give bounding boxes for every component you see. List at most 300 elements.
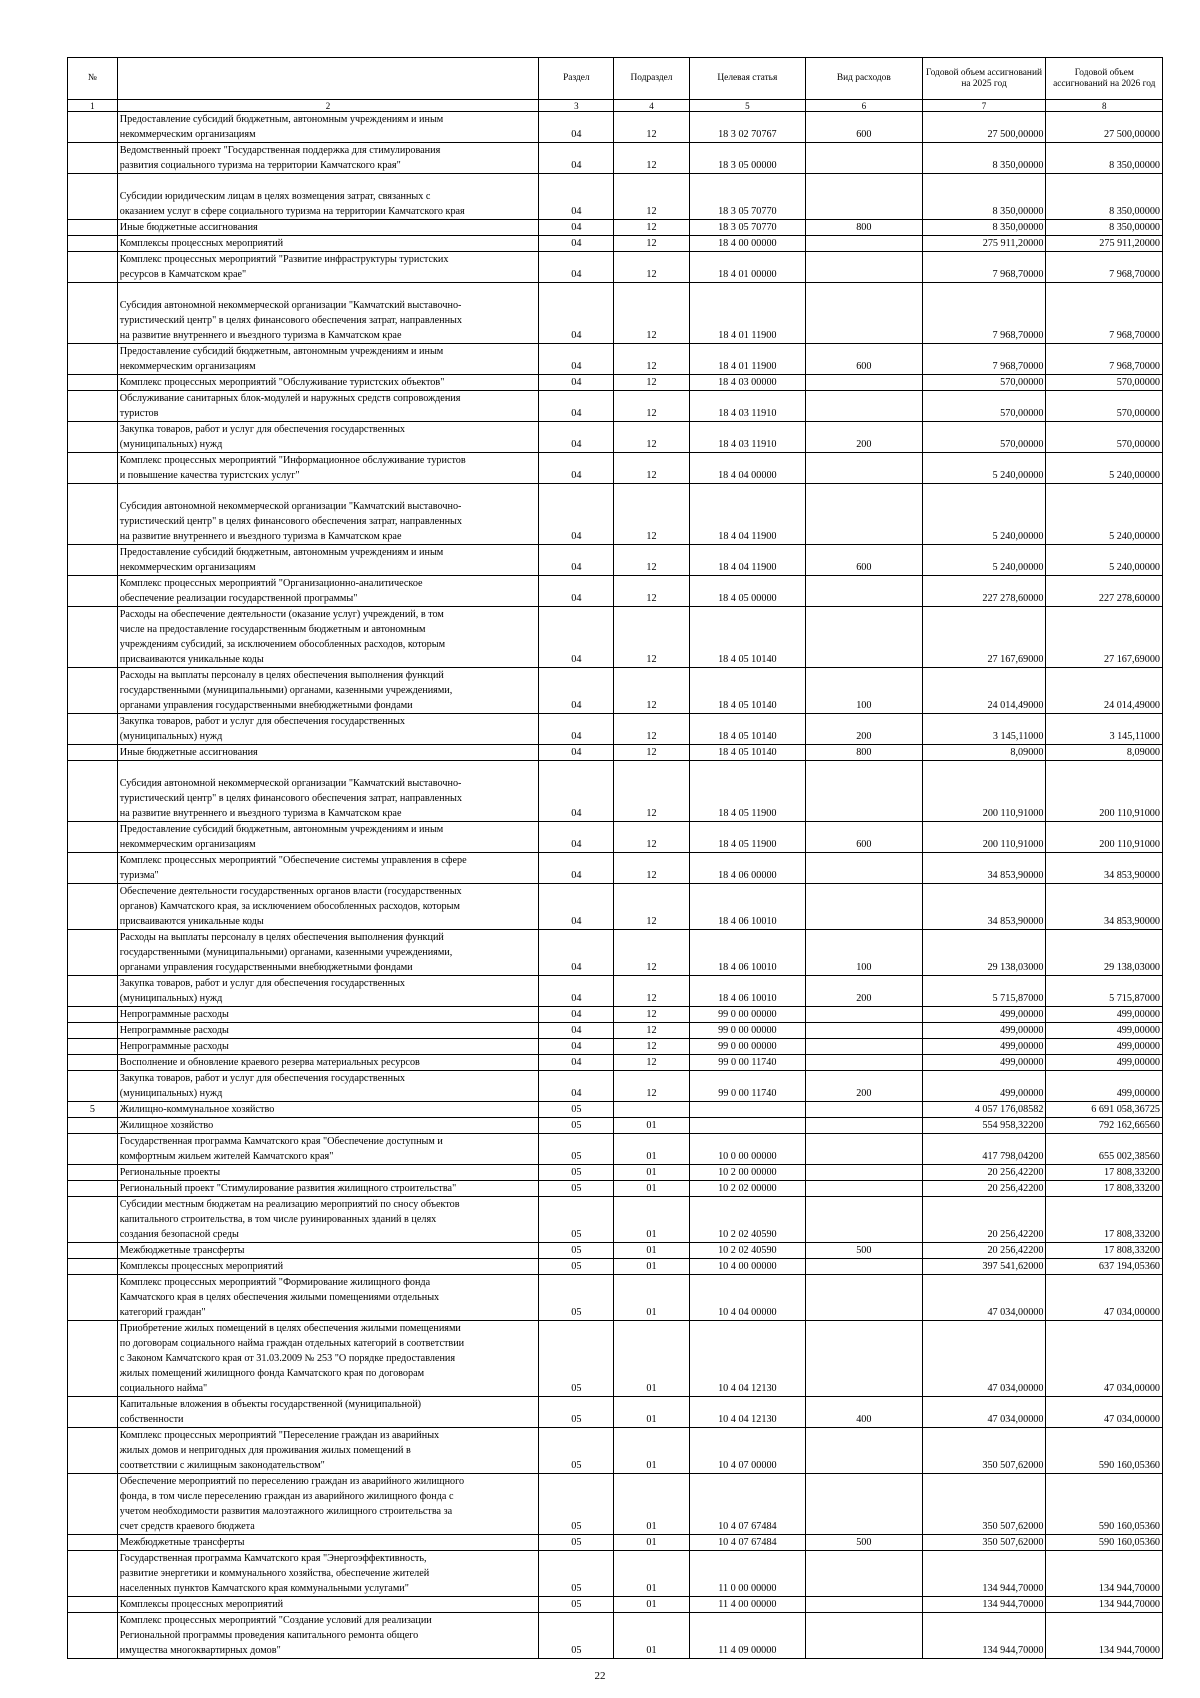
section-code: 04 (539, 576, 614, 607)
row-name: Субсидии местным бюджетам на реализацию мероприятий по сносу объектов капитального строительства, в том числе руинированных зданий в целях создания безопасной среды (117, 1197, 538, 1243)
table-row (68, 1102, 1163, 1118)
header-amount-2025: Годовой объем ассигнований на 2025 год (922, 58, 1046, 100)
row-number (68, 344, 118, 375)
row-number (68, 236, 118, 252)
row-name: Иные бюджетные ассигнования (117, 745, 538, 761)
row-name: Расходы на выплаты персоналу в целях обеспечения выполнения функций государственными (муниципальными) органами, казенными учреждениями, органами управления государственными внебюджетными фондами (117, 668, 538, 714)
amount-2026: 792 162,66560 (1046, 1118, 1163, 1134)
amount-2025: 397 541,62000 (922, 1259, 1046, 1275)
target-article: 10 4 07 00000 (689, 1428, 805, 1474)
target-article (689, 1118, 805, 1134)
amount-2025: 227 278,60000 (922, 576, 1046, 607)
row-name: Жилищно-коммунальное хозяйство (117, 1102, 538, 1118)
expense-type: 200 (806, 714, 922, 745)
row-number (68, 143, 118, 174)
column-number: 5 (689, 100, 805, 112)
amount-2025: 34 853,90000 (922, 853, 1046, 884)
row-name: Приобретение жилых помещений в целях обеспечения жилыми помещениями по договорам социального найма граждан отдельных категорий в соответствии с Законом Камчатского края от 31.03.2009 № 253 "О порядке предоставления жилых помещений жилищного фонда Камчатского края по договорам социального найма" (117, 1321, 538, 1397)
expense-type (806, 1055, 922, 1071)
amount-2026: 34 853,90000 (1046, 884, 1163, 930)
amount-2025: 7 968,70000 (922, 283, 1046, 344)
row-number (68, 174, 118, 220)
expense-type (806, 453, 922, 484)
section-code: 04 (539, 174, 614, 220)
subsection-code: 01 (614, 1197, 689, 1243)
section-code: 04 (539, 283, 614, 344)
table-row (68, 1055, 1163, 1071)
target-article: 18 4 04 00000 (689, 453, 805, 484)
amount-2026: 570,00000 (1046, 422, 1163, 453)
table-row (68, 822, 1163, 853)
amount-2026: 499,00000 (1046, 1007, 1163, 1023)
section-code: 05 (539, 1613, 614, 1659)
table-row (68, 174, 1163, 220)
target-article: 10 2 02 00000 (689, 1181, 805, 1197)
row-name: Непрограммные расходы (117, 1023, 538, 1039)
row-number (68, 1071, 118, 1102)
subsection-code: 12 (614, 853, 689, 884)
row-name: Комплекс процессных мероприятий "Обеспечение системы управления в сфере туризма" (117, 853, 538, 884)
column-number: 3 (539, 100, 614, 112)
row-number (68, 1197, 118, 1243)
amount-2026: 6 691 058,36725 (1046, 1102, 1163, 1118)
amount-2026: 47 034,00000 (1046, 1275, 1163, 1321)
subsection-code: 01 (614, 1181, 689, 1197)
table-row (68, 761, 1163, 822)
amount-2025: 47 034,00000 (922, 1397, 1046, 1428)
amount-2026: 499,00000 (1046, 1023, 1163, 1039)
table-row (68, 1039, 1163, 1055)
amount-2026: 134 944,70000 (1046, 1551, 1163, 1597)
row-name: Региональный проект "Стимулирование развития жилищного строительства" (117, 1181, 538, 1197)
amount-2026: 637 194,05360 (1046, 1259, 1163, 1275)
table-row (68, 1397, 1163, 1428)
section-code: 04 (539, 1055, 614, 1071)
row-number (68, 112, 118, 143)
target-article: 18 3 05 70770 (689, 174, 805, 220)
row-number (68, 1007, 118, 1023)
expense-type (806, 1102, 922, 1118)
row-number (68, 1613, 118, 1659)
amount-2025: 350 507,62000 (922, 1474, 1046, 1535)
expense-type (806, 1613, 922, 1659)
table-row (68, 1197, 1163, 1243)
row-number (68, 375, 118, 391)
row-number (68, 283, 118, 344)
subsection-code: 01 (614, 1275, 689, 1321)
amount-2025: 20 256,42200 (922, 1243, 1046, 1259)
subsection-code: 12 (614, 252, 689, 283)
section-code: 04 (539, 344, 614, 375)
row-name: Закупка товаров, работ и услуг для обеспечения государственных (муниципальных) нужд (117, 714, 538, 745)
section-code: 05 (539, 1102, 614, 1118)
subsection-code: 01 (614, 1613, 689, 1659)
amount-2026: 47 034,00000 (1046, 1321, 1163, 1397)
subsection-code: 01 (614, 1597, 689, 1613)
section-code: 05 (539, 1181, 614, 1197)
amount-2026: 17 808,33200 (1046, 1197, 1163, 1243)
header-section: Раздел (539, 58, 614, 100)
expense-type (806, 1428, 922, 1474)
row-name: Межбюджетные трансферты (117, 1243, 538, 1259)
target-article: 10 4 00 00000 (689, 1259, 805, 1275)
header-target-article: Целевая статья (689, 58, 805, 100)
amount-2026: 499,00000 (1046, 1071, 1163, 1102)
amount-2026: 227 278,60000 (1046, 576, 1163, 607)
subsection-code: 01 (614, 1134, 689, 1165)
row-number (68, 1474, 118, 1535)
target-article: 18 4 05 00000 (689, 576, 805, 607)
row-number (68, 1551, 118, 1597)
row-name: Капитальные вложения в объекты государственной (муниципальной) собственности (117, 1397, 538, 1428)
section-code: 04 (539, 391, 614, 422)
target-article: 10 4 04 00000 (689, 1275, 805, 1321)
expense-type (806, 252, 922, 283)
amount-2026: 200 110,91000 (1046, 761, 1163, 822)
target-article: 10 2 02 40590 (689, 1197, 805, 1243)
amount-2026: 47 034,00000 (1046, 1397, 1163, 1428)
subsection-code: 12 (614, 761, 689, 822)
amount-2025: 499,00000 (922, 1039, 1046, 1055)
expense-type: 600 (806, 545, 922, 576)
row-name: Межбюджетные трансферты (117, 1535, 538, 1551)
expense-type: 200 (806, 1071, 922, 1102)
subsection-code: 01 (614, 1474, 689, 1535)
expense-type (806, 1474, 922, 1535)
amount-2025: 4 057 176,08582 (922, 1102, 1046, 1118)
table-row (68, 1474, 1163, 1535)
subsection-code: 12 (614, 1071, 689, 1102)
amount-2025: 570,00000 (922, 375, 1046, 391)
amount-2025: 570,00000 (922, 391, 1046, 422)
row-name: Государственная программа Камчатского края "Энергоэффективность, развитие энергетики и коммунального хозяйства, обеспечение жителей населенных пунктов Камчатского края коммунальными услугами" (117, 1551, 538, 1597)
amount-2025: 8 350,00000 (922, 220, 1046, 236)
row-name: Непрограммные расходы (117, 1007, 538, 1023)
target-article: 10 2 02 40590 (689, 1243, 805, 1259)
header-number: № (68, 58, 118, 100)
section-code: 04 (539, 220, 614, 236)
row-number (68, 576, 118, 607)
subsection-code: 01 (614, 1321, 689, 1397)
section-code: 05 (539, 1259, 614, 1275)
amount-2026: 590 160,05360 (1046, 1535, 1163, 1551)
row-number (68, 884, 118, 930)
expense-type (806, 1165, 922, 1181)
amount-2026: 8 350,00000 (1046, 220, 1163, 236)
table-row (68, 1551, 1163, 1597)
amount-2025: 20 256,42200 (922, 1197, 1046, 1243)
target-article: 18 3 05 70770 (689, 220, 805, 236)
row-number (68, 853, 118, 884)
expense-type: 500 (806, 1535, 922, 1551)
subsection-code: 01 (614, 1243, 689, 1259)
amount-2026: 5 715,87000 (1046, 976, 1163, 1007)
column-number: 8 (1046, 100, 1163, 112)
amount-2025: 20 256,42200 (922, 1181, 1046, 1197)
table-row (68, 283, 1163, 344)
table-row (68, 220, 1163, 236)
header-subsection: Подраздел (614, 58, 689, 100)
row-number (68, 391, 118, 422)
section-code: 04 (539, 375, 614, 391)
expense-type (806, 1007, 922, 1023)
target-article: 99 0 00 11740 (689, 1055, 805, 1071)
row-number (68, 822, 118, 853)
expense-type (806, 1259, 922, 1275)
target-article: 18 4 05 10140 (689, 745, 805, 761)
amount-2025: 134 944,70000 (922, 1551, 1046, 1597)
expense-type (806, 143, 922, 174)
amount-2025: 275 911,20000 (922, 236, 1046, 252)
expense-type: 800 (806, 220, 922, 236)
section-code: 05 (539, 1134, 614, 1165)
row-name: Жилищное хозяйство (117, 1118, 538, 1134)
row-number (68, 1134, 118, 1165)
row-number (68, 1275, 118, 1321)
target-article: 18 4 01 11900 (689, 283, 805, 344)
section-code: 04 (539, 930, 614, 976)
expense-type (806, 607, 922, 668)
table-row (68, 252, 1163, 283)
amount-2025: 27 500,00000 (922, 112, 1046, 143)
expense-type (806, 391, 922, 422)
section-code: 05 (539, 1474, 614, 1535)
expense-type (806, 283, 922, 344)
amount-2025: 499,00000 (922, 1023, 1046, 1039)
expense-type (806, 853, 922, 884)
row-number (68, 252, 118, 283)
row-name: Комплекс процессных мероприятий "Формирование жилищного фонда Камчатского края в целях обеспечения жилыми помещениями отдельных категорий граждан" (117, 1275, 538, 1321)
subsection-code: 01 (614, 1428, 689, 1474)
subsection-code: 01 (614, 1118, 689, 1134)
row-name: Предоставление субсидий бюджетным, автономным учреждениям и иным некоммерческим организациям (117, 545, 538, 576)
amount-2025: 7 968,70000 (922, 344, 1046, 375)
section-code: 05 (539, 1597, 614, 1613)
target-article: 10 4 07 67484 (689, 1474, 805, 1535)
row-number (68, 1243, 118, 1259)
section-code: 04 (539, 252, 614, 283)
table-row (68, 375, 1163, 391)
expense-type: 500 (806, 1243, 922, 1259)
subsection-code: 12 (614, 236, 689, 252)
target-article: 18 4 05 10140 (689, 714, 805, 745)
target-article: 18 4 04 11900 (689, 484, 805, 545)
table-row (68, 1613, 1163, 1659)
target-article (689, 1102, 805, 1118)
expense-type: 400 (806, 1397, 922, 1428)
subsection-code: 01 (614, 1535, 689, 1551)
subsection-code: 01 (614, 1165, 689, 1181)
row-name: Закупка товаров, работ и услуг для обеспечения государственных (муниципальных) нужд (117, 976, 538, 1007)
section-code: 04 (539, 453, 614, 484)
column-number: 2 (117, 100, 538, 112)
row-number (68, 1535, 118, 1551)
subsection-code: 12 (614, 375, 689, 391)
amount-2026: 499,00000 (1046, 1039, 1163, 1055)
amount-2026: 7 968,70000 (1046, 344, 1163, 375)
page-number: 22 (594, 1670, 606, 1682)
row-name: Комплексы процессных мероприятий (117, 1259, 538, 1275)
subsection-code: 12 (614, 607, 689, 668)
amount-2026: 200 110,91000 (1046, 822, 1163, 853)
subsection-code: 12 (614, 174, 689, 220)
table-row (68, 1007, 1163, 1023)
amount-2025: 8 350,00000 (922, 174, 1046, 220)
subsection-code: 12 (614, 422, 689, 453)
section-code: 05 (539, 1551, 614, 1597)
table-row (68, 236, 1163, 252)
row-number (68, 1055, 118, 1071)
amount-2025: 200 110,91000 (922, 761, 1046, 822)
table-row (68, 1275, 1163, 1321)
amount-2025: 34 853,90000 (922, 884, 1046, 930)
expense-type (806, 1039, 922, 1055)
target-article: 18 4 06 10010 (689, 884, 805, 930)
amount-2026: 17 808,33200 (1046, 1243, 1163, 1259)
row-number (68, 745, 118, 761)
expense-type (806, 174, 922, 220)
amount-2026: 655 002,38560 (1046, 1134, 1163, 1165)
expense-type (806, 1321, 922, 1397)
amount-2025: 5 240,00000 (922, 484, 1046, 545)
subsection-code: 12 (614, 976, 689, 1007)
amount-2026: 7 968,70000 (1046, 283, 1163, 344)
subsection-code: 12 (614, 822, 689, 853)
target-article: 99 0 00 00000 (689, 1007, 805, 1023)
subsection-code (614, 1102, 689, 1118)
row-number (68, 1428, 118, 1474)
row-number (68, 1259, 118, 1275)
amount-2026: 570,00000 (1046, 375, 1163, 391)
target-article: 18 4 06 00000 (689, 853, 805, 884)
row-name: Обеспечение деятельности государственных органов власти (государственных органов) Камчатского края, за исключением обособленных расходов, которым присваиваются уникальные коды (117, 884, 538, 930)
table-row (68, 422, 1163, 453)
subsection-code: 12 (614, 1007, 689, 1023)
row-name: Субсидия автономной некоммерческой организации "Камчатский выставочно- туристический центр" в целях финансового обеспечения затрат, направленных на развитие внутреннего и въездного туризма в Камчатском крае (117, 283, 538, 344)
amount-2025: 499,00000 (922, 1055, 1046, 1071)
section-code: 05 (539, 1197, 614, 1243)
subsection-code: 12 (614, 453, 689, 484)
section-code: 04 (539, 668, 614, 714)
row-number (68, 930, 118, 976)
subsection-code: 12 (614, 391, 689, 422)
row-name: Комплексы процессных мероприятий (117, 236, 538, 252)
expense-type (806, 1023, 922, 1039)
row-number (68, 1181, 118, 1197)
section-code: 05 (539, 1243, 614, 1259)
target-article: 18 4 05 10140 (689, 668, 805, 714)
subsection-code: 12 (614, 220, 689, 236)
subsection-code: 12 (614, 484, 689, 545)
row-number (68, 1023, 118, 1039)
row-number (68, 761, 118, 822)
table-row (68, 1071, 1163, 1102)
amount-2025: 5 240,00000 (922, 545, 1046, 576)
row-name: Иные бюджетные ассигнования (117, 220, 538, 236)
expense-type (806, 1134, 922, 1165)
table-row (68, 1597, 1163, 1613)
row-number (68, 453, 118, 484)
table-row (68, 1321, 1163, 1397)
row-number (68, 1165, 118, 1181)
subsection-code: 12 (614, 714, 689, 745)
row-name: Обслуживание санитарных блок-модулей и наружных средств сопровождения туристов (117, 391, 538, 422)
section-code: 04 (539, 422, 614, 453)
table-row (68, 1428, 1163, 1474)
column-number-row (68, 100, 1163, 112)
row-number (68, 484, 118, 545)
row-number (68, 1039, 118, 1055)
target-article: 18 4 01 11900 (689, 344, 805, 375)
amount-2025: 20 256,42200 (922, 1165, 1046, 1181)
table-row (68, 714, 1163, 745)
amount-2026: 34 853,90000 (1046, 853, 1163, 884)
amount-2025: 570,00000 (922, 422, 1046, 453)
amount-2025: 47 034,00000 (922, 1321, 1046, 1397)
section-code: 04 (539, 143, 614, 174)
table-row (68, 607, 1163, 668)
expense-type: 600 (806, 344, 922, 375)
row-number (68, 1321, 118, 1397)
table-row (68, 545, 1163, 576)
amount-2026: 134 944,70000 (1046, 1597, 1163, 1613)
amount-2026: 7 968,70000 (1046, 252, 1163, 283)
section-code: 04 (539, 1007, 614, 1023)
target-article: 18 4 03 11910 (689, 391, 805, 422)
section-code: 04 (539, 822, 614, 853)
expense-type: 200 (806, 422, 922, 453)
row-name: Расходы на выплаты персоналу в целях обеспечения выполнения функций государственными (муниципальными) органами, казенными учреждениями, органами управления государственными внебюджетными фондами (117, 930, 538, 976)
amount-2025: 200 110,91000 (922, 822, 1046, 853)
amount-2026: 5 240,00000 (1046, 484, 1163, 545)
section-code: 04 (539, 607, 614, 668)
target-article: 18 4 03 00000 (689, 375, 805, 391)
expense-type (806, 1597, 922, 1613)
subsection-code: 12 (614, 344, 689, 375)
target-article: 18 3 05 00000 (689, 143, 805, 174)
target-article: 99 0 00 00000 (689, 1039, 805, 1055)
column-number: 6 (806, 100, 922, 112)
section-code: 05 (539, 1321, 614, 1397)
row-number (68, 545, 118, 576)
subsection-code: 12 (614, 745, 689, 761)
table-row (68, 143, 1163, 174)
expense-type: 100 (806, 930, 922, 976)
section-code: 04 (539, 761, 614, 822)
target-article: 11 0 00 00000 (689, 1551, 805, 1597)
table-row (68, 1535, 1163, 1551)
target-article: 18 4 00 00000 (689, 236, 805, 252)
amount-2026: 24 014,49000 (1046, 668, 1163, 714)
table-row (68, 391, 1163, 422)
table-row (68, 344, 1163, 375)
header-name (117, 58, 538, 100)
section-code: 04 (539, 714, 614, 745)
section-code: 05 (539, 1535, 614, 1551)
amount-2026: 499,00000 (1046, 1055, 1163, 1071)
amount-2026: 17 808,33200 (1046, 1165, 1163, 1181)
amount-2025: 134 944,70000 (922, 1613, 1046, 1659)
amount-2026: 27 500,00000 (1046, 112, 1163, 143)
target-article: 10 4 07 67484 (689, 1535, 805, 1551)
subsection-code: 01 (614, 1259, 689, 1275)
amount-2026: 5 240,00000 (1046, 545, 1163, 576)
expense-type: 600 (806, 112, 922, 143)
amount-2025: 350 507,62000 (922, 1428, 1046, 1474)
table-row (68, 1181, 1163, 1197)
amount-2026: 590 160,05360 (1046, 1428, 1163, 1474)
header-row (68, 58, 1163, 100)
